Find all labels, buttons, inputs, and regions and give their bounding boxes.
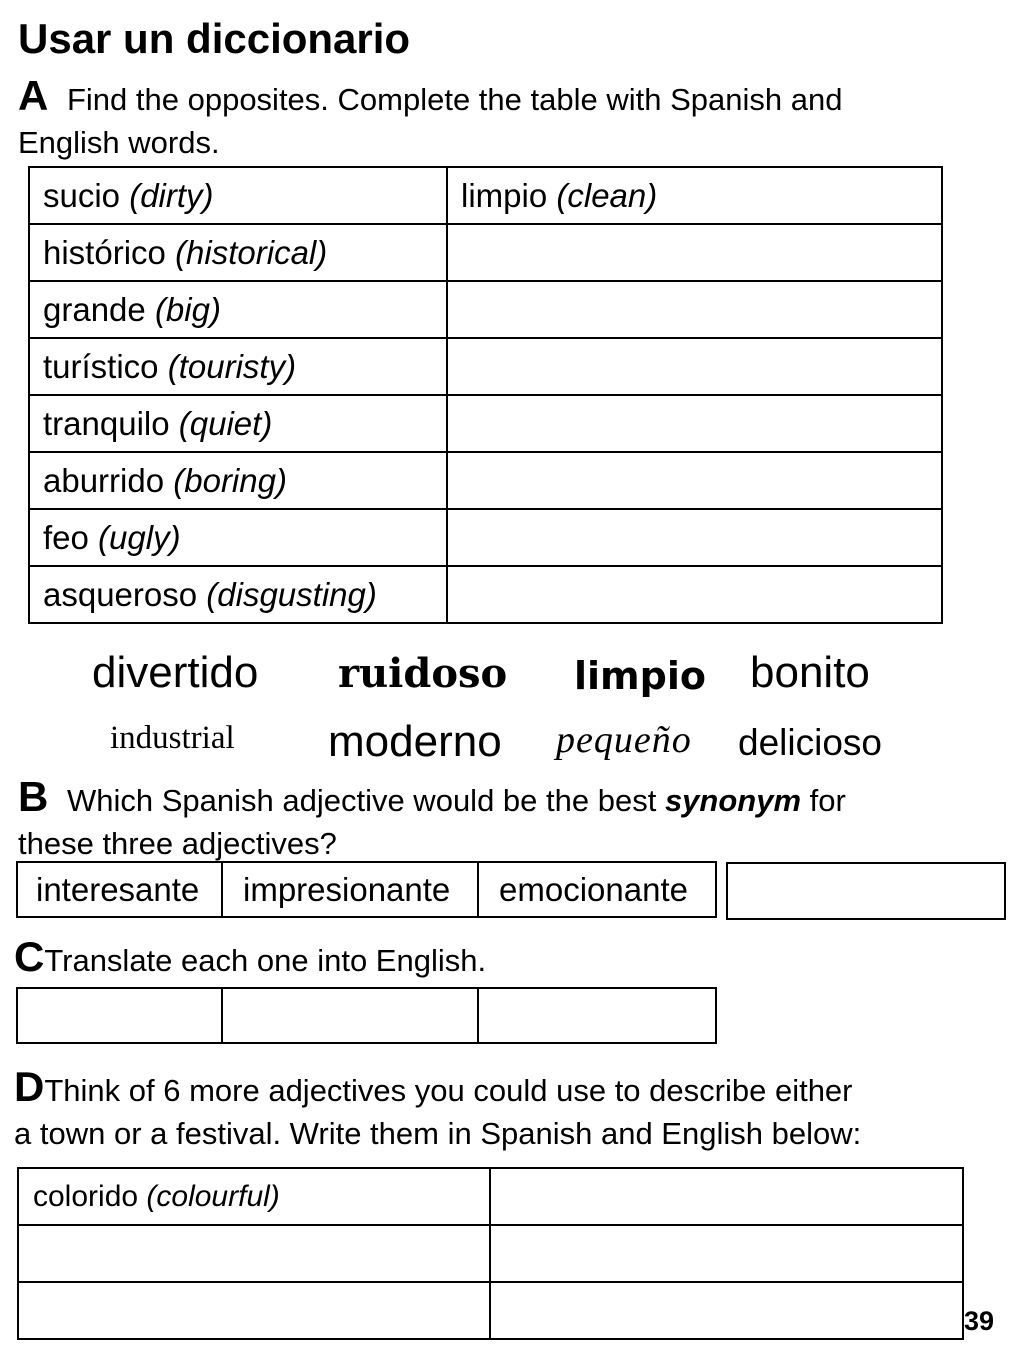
table-row (18, 1225, 963, 1282)
adjective-answer-cell[interactable] (18, 1225, 490, 1282)
word-cell: feo (ugly) (29, 509, 447, 566)
word-cell: grande (big) (29, 281, 447, 338)
answer-cell[interactable] (447, 338, 942, 395)
wordbank-moderno: moderno (328, 717, 502, 766)
section-b-line2: these three adjectives? (18, 826, 337, 861)
section-d-instructions (14, 1065, 861, 1155)
answer-cell[interactable] (447, 452, 942, 509)
wordbank-industrial: industrial (110, 720, 235, 756)
synonym-answer-box[interactable] (726, 862, 1006, 920)
translation-table (16, 987, 717, 1044)
section-b-instructions (18, 775, 846, 865)
synonym-word-cell: emocionante (478, 862, 716, 917)
answer-cell[interactable]: limpio (clean) (447, 167, 942, 224)
example-cell: colorido (colourful) (18, 1168, 490, 1225)
table-row (29, 224, 942, 281)
translation-answer-cell[interactable] (222, 988, 478, 1043)
section-a-line1: Find the opposites. Complete the table with Spanish and (66, 82, 843, 117)
section-d-line2: a town or a festival. Write them in Spanish and English below: (14, 1116, 862, 1151)
adjective-answer-cell[interactable] (490, 1282, 963, 1339)
section-c-text: Translate each one into English. (44, 943, 487, 978)
page-title: Usar un diccionario (18, 15, 411, 62)
translation-answer-cell[interactable] (478, 988, 716, 1043)
adjectives-table (17, 1167, 964, 1340)
synonym-words-table (16, 861, 717, 918)
wordbank-delicioso: delicioso (738, 722, 882, 763)
section-d-letter: D (14, 1063, 45, 1110)
table-row (17, 988, 716, 1043)
table-row (18, 1282, 963, 1339)
answer-cell[interactable] (447, 509, 942, 566)
table-row (29, 452, 942, 509)
word-cell: aburrido (boring) (29, 452, 447, 509)
wordbank-limpio: limpio (574, 654, 706, 698)
section-c-instructions (14, 935, 486, 982)
wordbank-divertido: divertido (92, 648, 259, 697)
opposites-table (28, 166, 943, 624)
adjective-answer-cell[interactable] (490, 1168, 963, 1225)
section-b-letter: B (18, 773, 49, 820)
section-c-letter: C (14, 933, 45, 980)
answer-cell[interactable] (447, 224, 942, 281)
translation-answer-cell[interactable] (17, 988, 222, 1043)
section-a-letter: A (18, 72, 49, 119)
table-row (18, 1168, 963, 1225)
table-row (29, 281, 942, 338)
adjective-answer-cell[interactable] (490, 1225, 963, 1282)
word-cell: asqueroso (disgusting) (29, 566, 447, 623)
table-row (29, 338, 942, 395)
page-number: 39 (963, 1306, 994, 1336)
table-row (29, 566, 942, 623)
table-row (17, 862, 716, 917)
word-cell: tranquilo (quiet) (29, 395, 447, 452)
word-cell: sucio (dirty) (29, 167, 447, 224)
synonym-word-cell: impresionante (222, 862, 478, 917)
word-cell: turístico (touristy) (29, 338, 447, 395)
synonym-emphasis: synonym (664, 783, 802, 818)
synonym-word-cell: interesante (17, 862, 222, 917)
wordbank-pequeno: pequeño (556, 719, 692, 761)
section-a-instructions (18, 74, 842, 164)
wordbank-bonito: bonito (750, 648, 870, 697)
answer-cell[interactable] (447, 281, 942, 338)
section-a-line2: English words. (18, 125, 220, 160)
answer-cell[interactable] (447, 395, 942, 452)
adjective-answer-cell[interactable] (18, 1282, 490, 1339)
section-b-line1-pre: Which Spanish adjective would be the best (66, 783, 665, 818)
table-row (29, 509, 942, 566)
word-cell: histórico (historical) (29, 224, 447, 281)
answer-cell[interactable] (447, 566, 942, 623)
table-row (29, 395, 942, 452)
section-b-line1-post: for (801, 783, 846, 818)
table-row (29, 167, 942, 224)
section-d-line1: Think of 6 more adjectives you could use to describe either (44, 1073, 853, 1108)
wordbank-ruidoso: ruidoso (338, 650, 508, 697)
